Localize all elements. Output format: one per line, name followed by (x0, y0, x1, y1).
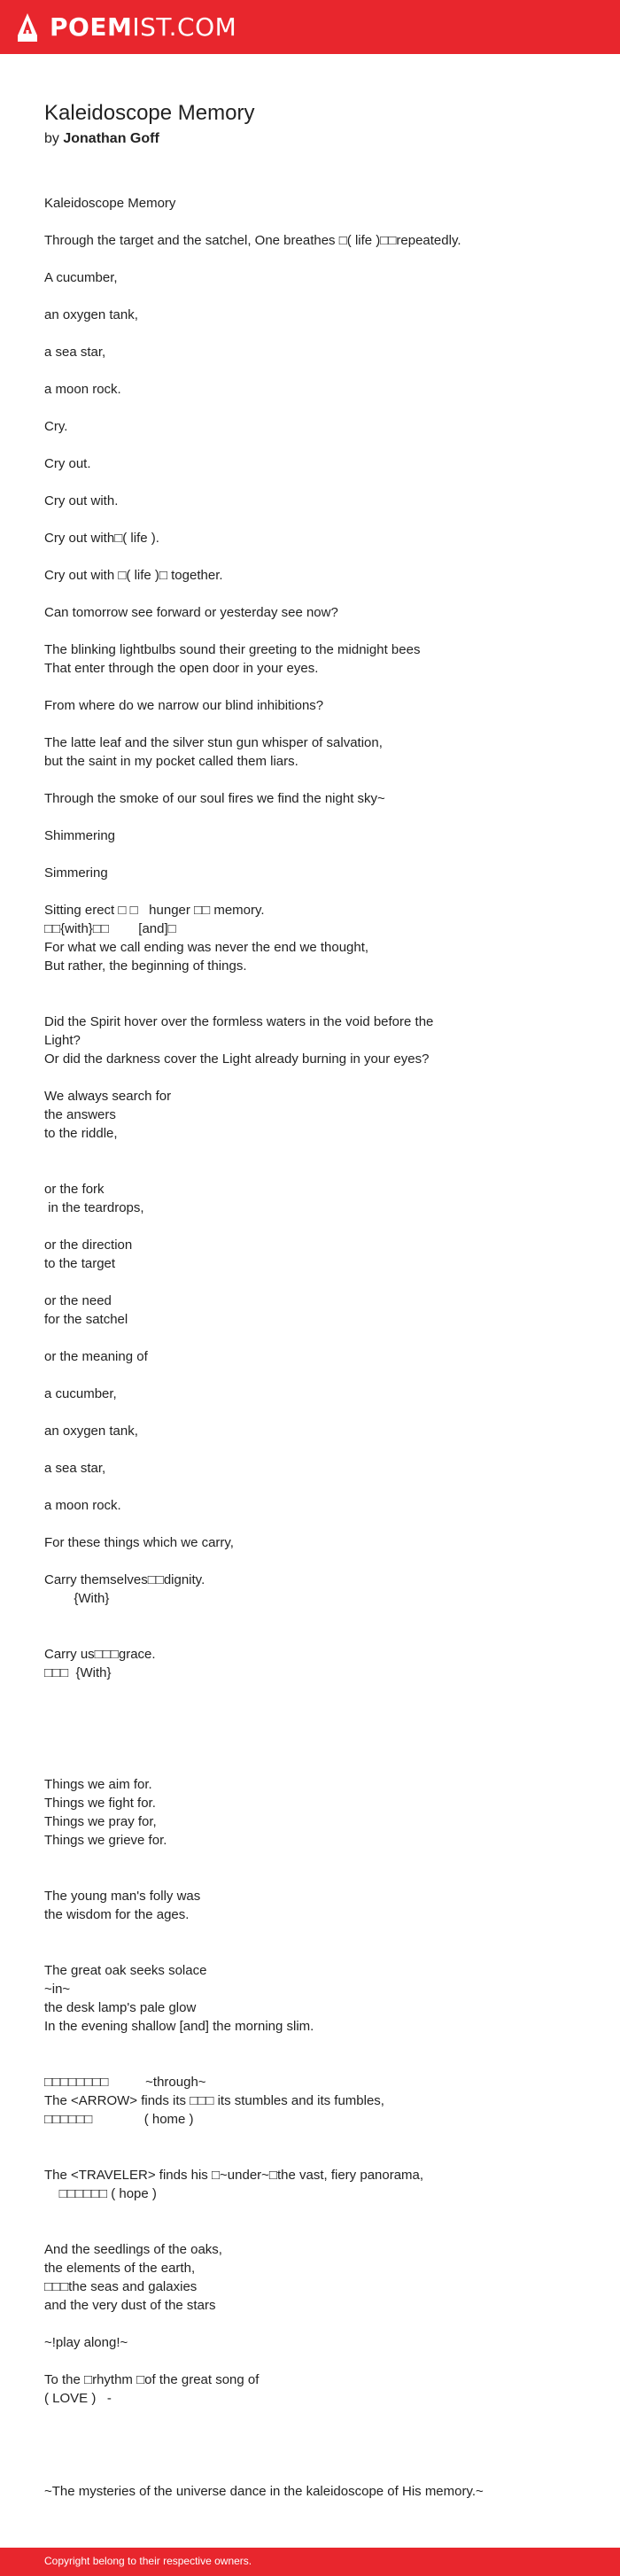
poem-line (44, 845, 593, 864)
poem-line: The <ARROW> finds its □□□ its stumbles and its fumbles, (44, 2093, 384, 2108)
poem-line (44, 2352, 593, 2370)
poem-line (44, 213, 593, 231)
poem-line: Can tomorrow see forward or yesterday see now? (44, 605, 338, 620)
poem-line: Things we grieve for. (44, 1833, 167, 1848)
poem-line (44, 585, 593, 603)
poem-line (44, 2054, 593, 2073)
poem-line: {With} (44, 1591, 110, 1606)
poem-line (44, 2408, 593, 2426)
poem-line (44, 678, 593, 696)
poem-line (44, 1626, 593, 1645)
poem-line: an oxygen tank, (44, 1424, 138, 1439)
poem-line (44, 2147, 593, 2166)
poem-line: Cry out. (44, 456, 91, 471)
poem-line (44, 1682, 593, 1701)
poem-line: the desk lamp's pale glow (44, 2000, 197, 2015)
poem-line: an oxygen tank, (44, 307, 138, 322)
poem-line: From where do we narrow our blind inhibitions? (44, 698, 324, 713)
poem-line: the wisdom for the ages. (44, 1907, 190, 1922)
poem-line (44, 1403, 593, 1422)
poem-line (44, 1273, 593, 1292)
poem-line: And the seedlings of the oaks, (44, 2242, 222, 2257)
poem-line: Kaleidoscope Memory (44, 196, 176, 211)
poem-line (44, 1924, 593, 1943)
poem-line (44, 473, 593, 492)
poem-line (44, 715, 593, 733)
site-header (0, 0, 620, 54)
poem-line: A cucumber, (44, 270, 118, 285)
poem-line: Sitting erect □ □ hunger □□ memory. (44, 903, 265, 918)
poem-line (44, 882, 593, 901)
poem-line: Simmering (44, 865, 108, 881)
poem-line: That enter through the open door in your eyes. (44, 661, 319, 676)
poem-line: and the very dust of the stars (44, 2298, 216, 2313)
poem-line: □□{with}□□ [and]□ (44, 921, 176, 936)
poem-line (44, 1329, 593, 1347)
poem-line: the answers (44, 1107, 116, 1122)
poem-line: Cry out with □( life )□ together. (44, 568, 223, 583)
poem-line (44, 324, 593, 343)
poem-title: Kaleidoscope Memory (44, 101, 255, 125)
poem-line: □□□□□□ ( home ) (44, 2112, 194, 2127)
poem-line (44, 1868, 593, 1887)
poem-line: Things we aim for. (44, 1777, 152, 1792)
poem-line: a moon rock. (44, 382, 121, 397)
poem-line (44, 2129, 593, 2147)
poem-line (44, 1738, 593, 1757)
poem-line: for the satchel (44, 1312, 128, 1327)
poem-line: but the saint in my pocket called them liars. (44, 754, 298, 769)
poem-line: The latte leaf and the silver stun gun whisper of salvation, (44, 735, 383, 750)
poem-line (44, 2463, 593, 2482)
poem-line: a cucumber, (44, 1386, 117, 1401)
poem-line (44, 2315, 593, 2333)
poem-line (44, 1161, 593, 1180)
poem-line (44, 361, 593, 380)
pen-nib-icon (16, 12, 39, 43)
poem-line: □□□the seas and galaxies (44, 2279, 198, 2294)
poem-line (44, 1850, 593, 1868)
by-label: by (44, 131, 59, 146)
poem-line: To the □rhythm □of the great song of (44, 2372, 260, 2387)
poem-line: □□□□□□ ( hope ) (44, 2186, 157, 2201)
poem-line (44, 771, 593, 789)
poem-line: □□□ {With} (44, 1665, 112, 1680)
poem-line (44, 1143, 593, 1161)
poem-line: Carry themselves□□dignity. (44, 1572, 205, 1587)
poem-line: Did the Spirit hover over the formless waters in the void before the (44, 1014, 434, 1029)
site-logo-link[interactable] (16, 12, 236, 43)
poem-line: In the evening shallow [and] the morning slim. (44, 2019, 314, 2034)
poem-line: For what we call ending was never the end we thought, (44, 940, 369, 955)
poem-line: The great oak seeks solace (44, 1963, 207, 1978)
poem-line (44, 436, 593, 454)
poem-line: ~!play along!~ (44, 2335, 128, 2350)
poem-line: Carry us□□□grace. (44, 1647, 156, 1662)
poem-line (44, 622, 593, 640)
poem-line: in the teardrops, (44, 1200, 144, 1215)
poem-line (44, 250, 593, 268)
poem-line (44, 547, 593, 566)
poem-body (44, 194, 593, 2501)
poem-line: Cry. (44, 419, 68, 434)
poem-line: Cry out with□( life ). (44, 531, 159, 546)
poem-line: Things we pray for, (44, 1814, 157, 1829)
poem-line: Through the smoke of our soul fires we find the night sky~ (44, 791, 385, 806)
poem-line (44, 1515, 593, 1533)
poem-line (44, 399, 593, 417)
poem-line (44, 2203, 593, 2222)
poem-line (44, 1757, 593, 1775)
poem-line: □□□□□□□□ ~through~ (44, 2075, 206, 2090)
poem-line: Through the target and the satchel, One breathes □( life )□□repeatedly. (44, 233, 461, 248)
logo-light-part: IST.COM (132, 12, 237, 42)
site-footer (0, 2548, 620, 2576)
poem-line (44, 1608, 593, 1626)
byline (44, 131, 159, 147)
poem-line: or the fork (44, 1182, 105, 1197)
poem-line (44, 994, 593, 1013)
poem-line: the elements of the earth, (44, 2261, 196, 2276)
poem-line: ~The mysteries of the universe dance in the kaleidoscope of His memory.~ (44, 2484, 484, 2499)
poem-line: to the target (44, 1256, 116, 1271)
logo-bold-part: POEM (50, 12, 133, 42)
copyright-text: Copyright belong to their respective owners. (44, 2555, 252, 2567)
poem-line (44, 808, 593, 826)
poem-line: a sea star, (44, 1461, 106, 1476)
poem-line: We always search for (44, 1089, 172, 1104)
poem-line: Cry out with. (44, 493, 119, 508)
poem-line: Things we fight for. (44, 1796, 156, 1811)
poem-line (44, 510, 593, 529)
poem-line (44, 975, 593, 994)
poem-line: a moon rock. (44, 1498, 121, 1513)
poem-line (44, 1478, 593, 1496)
poem-line: or the need (44, 1293, 112, 1308)
poem-line (44, 2445, 593, 2463)
poem-line (44, 2426, 593, 2445)
poem-line: ~in~ (44, 1982, 71, 1997)
poem-line: For these things which we carry, (44, 1535, 234, 1550)
poem-line (44, 1366, 593, 1385)
poem-line (44, 1552, 593, 1571)
poem-line: ( LOVE ) - (44, 2391, 112, 2406)
poem-line: The <TRAVELER> finds his □~under~□the vast, fiery panorama, (44, 2168, 424, 2183)
poem-line (44, 2036, 593, 2054)
poem-line: or the direction (44, 1238, 133, 1253)
site-logo-text (50, 12, 236, 43)
poem-line (44, 1440, 593, 1459)
poem-line: to the riddle, (44, 1126, 118, 1141)
poem-line: The blinking lightbulbs sound their greeting to the midnight bees (44, 642, 421, 657)
author-link[interactable]: Jonathan Goff (63, 131, 159, 146)
poem-line: But rather, the beginning of things. (44, 958, 247, 974)
poem-line: Light? (44, 1033, 81, 1048)
poem-line: Or did the darkness cover the Light already burning in your eyes? (44, 1051, 430, 1067)
poem-line (44, 2222, 593, 2240)
poem-line: or the meaning of (44, 1349, 148, 1364)
poem-line (44, 1943, 593, 1961)
poem-line (44, 1217, 593, 1236)
poem-line: a sea star, (44, 345, 106, 360)
poem-line (44, 1068, 593, 1087)
poem-line: Shimmering (44, 828, 116, 843)
poem-line (44, 1719, 593, 1738)
poem-line (44, 287, 593, 306)
poem-line: The young man's folly was (44, 1889, 201, 1904)
poem-line (44, 1701, 593, 1719)
